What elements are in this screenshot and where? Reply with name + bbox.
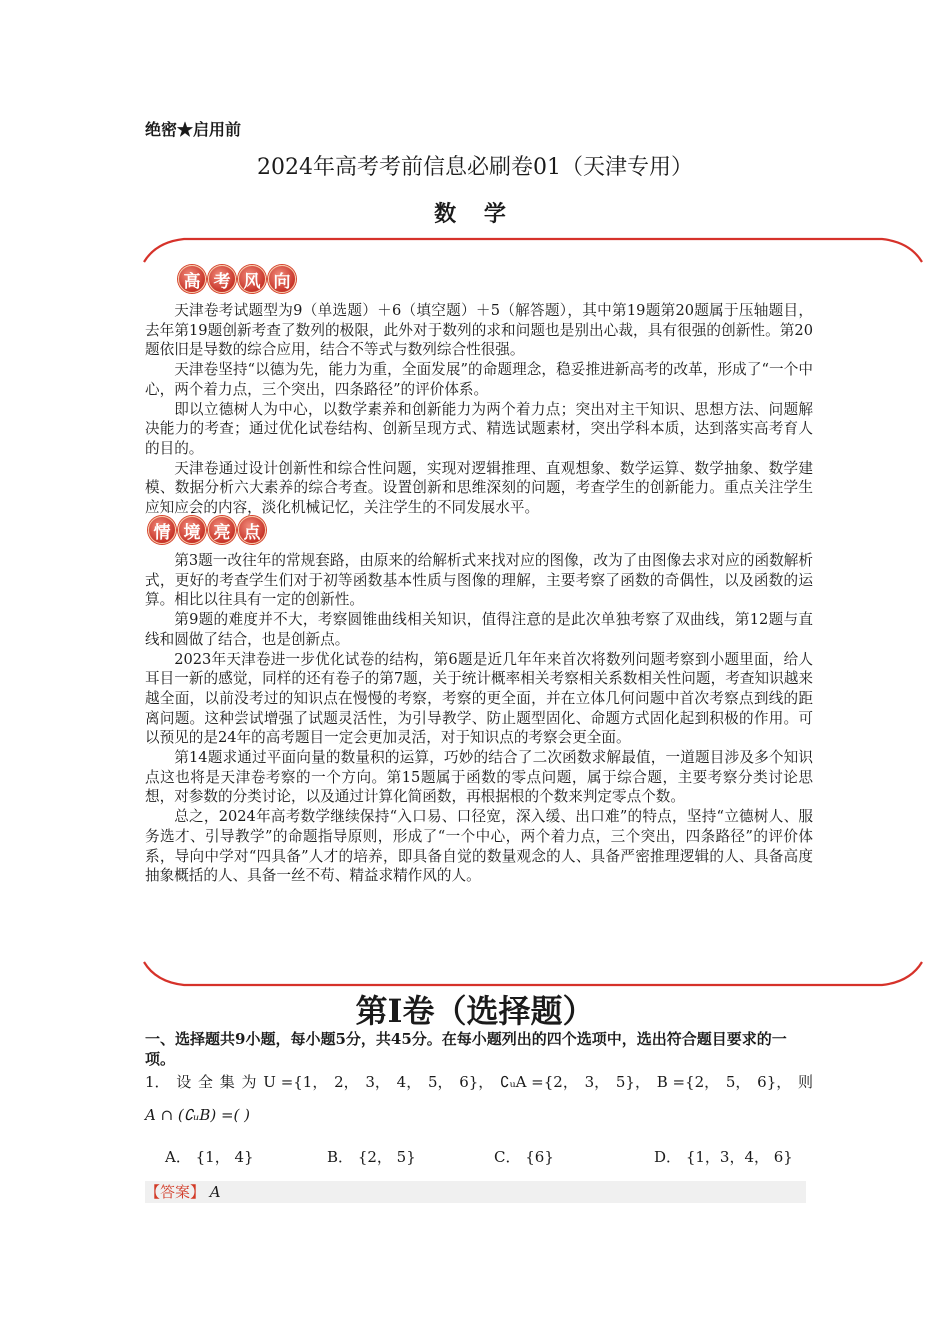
badge-char: 点 [238, 516, 266, 544]
badge-char: 向 [268, 265, 296, 293]
paragraph: 天津卷考试题型为9（单选题）＋6（填空题）＋5（解答题），其中第19题第20题属于压轴题目，去年第19题创新考查了数列的极限，此外对于数列的求和问题也是别出心裁，具有很强的创新性。第20题依旧是导数的综合应用，结合不等式与数列综合性很强。 [145, 302, 813, 359]
option-c[interactable] [494, 1146, 554, 1167]
stem-token: 3， [365, 1073, 390, 1091]
answer-label: 【答案】 [145, 1183, 206, 1201]
paragraph: 第9题的难度并不大，考察圆锥曲线相关知识，值得注意的是此次单独考察了双曲线，第12题与直线和圆做了结合，也是创新点。 [145, 611, 813, 648]
subject-title: 数 学 [434, 201, 516, 227]
stem-token: 5， [725, 1073, 751, 1091]
option-value: {2， 5} [357, 1148, 416, 1166]
stem-token: 全 [198, 1073, 214, 1091]
badge-char: 亮 [208, 516, 236, 544]
option-label: A． [165, 1148, 191, 1166]
paragraph: 2023年天津卷进一步优化试卷的结构，第6题是近几年年来首次将数列问题考察到小题里面，给人耳目一新的感觉，同样的还有卷子的第7题，关于统计概率相关考察相关系数相关性问题，考查知识越来越全面，以前没考过的知识点在慢慢的考察，考察的更全面，并在立体几何问题中首次考察点到线的距离问题。这种尝试增强了试题灵活性，为引导教学、防止题型固化、命题方式固化起到积极的作用。可以预见的是24年的高考题目一定会更加灵活，对于知识点的考察会更全面。 [145, 650, 813, 747]
stem-token: 3， [584, 1073, 610, 1091]
stem-token: 设 [176, 1073, 192, 1091]
section-instruction: 一、选择题共9小题，每小题5分，共45分。在每小题列出的四个选项中，选出符合题目要求的一项。 [145, 1030, 787, 1068]
question-1-expression: A ∩ (∁ᵤB) =( ) [145, 1106, 250, 1124]
option-d[interactable] [654, 1146, 793, 1167]
option-label: D． [654, 1148, 682, 1166]
badge-char: 风 [238, 265, 266, 293]
option-value: {1， 4} [195, 1148, 254, 1166]
option-b[interactable] [327, 1146, 416, 1167]
option-label: B． [327, 1148, 354, 1166]
paragraph: 天津卷通过设计创新性和综合性问题，实现对逻辑推理、直观想象、数学运算、数学抽象、数学建模、数据分析六大素养的综合考查。设置创新和思维深刻的问题，考查学生的创新能力。重点关注学生应知应会的内容，淡化机械记忆，关注学生的不同发展水平。 [145, 459, 813, 517]
badge-highlights [148, 516, 266, 544]
part-title: 第Ⅰ卷（选择题） [355, 992, 595, 1030]
badge-char: 高 [178, 265, 206, 293]
stem-token: 5， [427, 1073, 453, 1091]
badge-trend [178, 265, 296, 293]
stem-token: B ={2， [656, 1073, 720, 1091]
question-number: 1． [145, 1073, 170, 1091]
option-a[interactable] [165, 1146, 254, 1167]
exam-title: 2024年高考考前信息必刷卷01（天津专用） [257, 155, 693, 180]
option-label: C． [494, 1148, 521, 1166]
stem-token: 则 [797, 1073, 813, 1091]
paragraph: 天津卷坚持“以德为先，能力为重，全面发展”的命题理念，稳妥推进新高考的改革，形成了“一个中心，两个着力点，三个突出，四条路径”的评价体系。 [145, 361, 813, 398]
stem-token: 为 [241, 1073, 257, 1091]
stem-token: 2， [334, 1073, 359, 1091]
stem-token: 6}， [459, 1073, 494, 1091]
stem-token: 集 [219, 1073, 235, 1091]
stem-token: 4， [396, 1073, 422, 1091]
option-value: {6} [525, 1148, 554, 1166]
highlights-section [145, 551, 813, 886]
stem-token: U ={1， [263, 1073, 328, 1091]
trend-section [145, 301, 813, 518]
question-1-stem [145, 1072, 813, 1092]
paragraph: 即以立德树人为中心，以数学素养和创新能力为两个着力点；突出对主干知识、思想方法、问题解决能力的考查；通过优化试卷结构、创新呈现方式、精选试题素材，突出学科本质，达到落实高考育人的目的。 [145, 400, 813, 457]
badge-char: 考 [208, 265, 236, 293]
paragraph: 第3题一改往年的常规套路，由原来的给解析式来找对应的图像，改为了由图像去求对应的函数解析式，更好的考查学生们对于初等函数基本性质与图像的理解，主要考察了函数的奇偶性，以及函数的运算。相比以往具有一定的创新性。 [145, 552, 813, 609]
stem-token: ∁ᵤA ={2， [500, 1073, 578, 1091]
paragraph: 第14题求通过平面向量的数量积的运算，巧妙的结合了二次函数求解最值，一道题目涉及多个知识点这也将是天津卷考察的一个方向。第15题属于函数的零点问题，属于综合题，主要考察分类讨论思想，对参数的分类讨论，以及通过计算化简函数，再根据根的个数来判定零点个数。 [145, 749, 813, 806]
option-value: {1，3，4， 6} [685, 1148, 793, 1166]
stem-token: 5}， [615, 1073, 650, 1091]
confidential-mark: 绝密★启用前 [145, 120, 242, 139]
badge-char: 境 [178, 516, 206, 544]
badge-char: 情 [148, 516, 176, 544]
answer-bar [145, 1181, 806, 1203]
stem-token: 6}， [757, 1073, 792, 1091]
paragraph: 总之，2024年高考数学继续保持“入口易、口径宽，深入缓、出口难”的特点，坚持“立德树人、服务选才、引导教学”的命题指导原则，形成了“一个中心，两个着力点，三个突出，四条路径”的评价体系，导向中学对“四具备”人才的培养，即具备自觉的数量观念的人、具备严密推理逻辑的人、具备高度抽象概括的人、具备一丝不苟、精益求精作风的人。 [145, 808, 813, 885]
answer-value: A [209, 1183, 221, 1201]
